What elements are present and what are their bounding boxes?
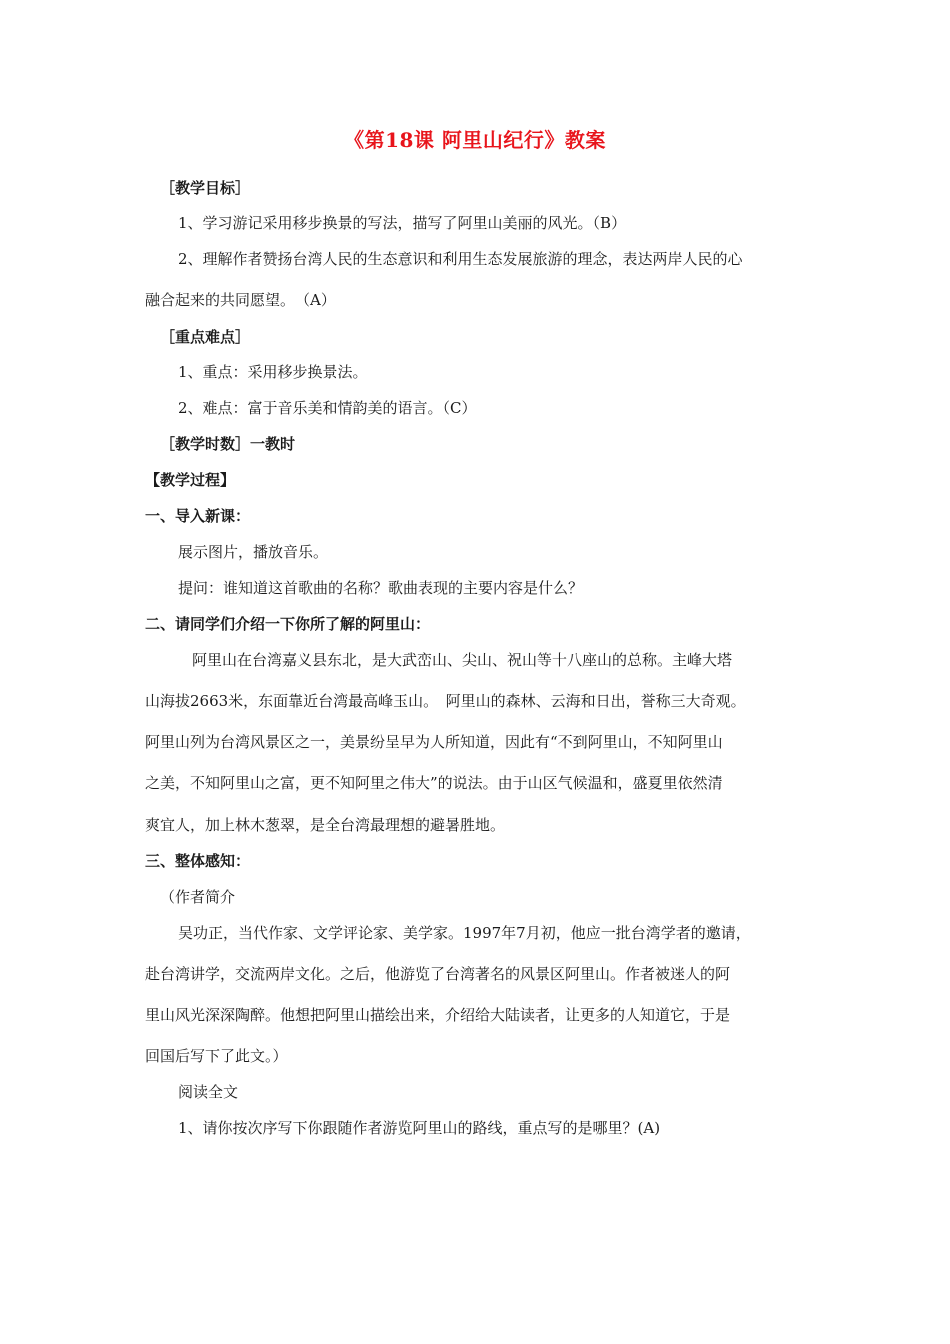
section-3-heading: 三、整体感知：	[145, 852, 251, 870]
section-2-line-3: 阿里山列为台湾风景区之一，美景纷呈早为人所知道，因此有“不到阿里山，不知阿里山	[145, 733, 723, 751]
section-3-line-1: 吴功正，当代作家、文学评论家、美学家。1997年7月初，他应一批台湾学者的邀请，	[178, 924, 751, 942]
key-point-2: 2、难点：富于音乐美和情韵美的语言。（C）	[178, 399, 477, 417]
goal-2-line-1: 2、理解作者赞扬台湾人民的生态意识和利用生态发展旅游的理念，表达两岸人民的心	[178, 250, 743, 268]
section-2-line-1: 阿里山在台湾嘉义县东北，是大武峦山、尖山、祝山等十八座山的总称。主峰大塔	[192, 651, 733, 669]
key-point-1: 1、重点：采用移步换景法。	[178, 363, 368, 381]
section-3-read: 阅读全文	[178, 1083, 239, 1101]
process-heading: 【教学过程】	[145, 471, 236, 489]
section-3-intro: （作者简介	[160, 888, 236, 906]
section-1-para-2: 提问：谁知道这首歌曲的名称？歌曲表现的主要内容是什么？	[178, 579, 584, 597]
section-2-line-2: 山海拔2663米，东面靠近台湾最高峰玉山。 阿里山的森林、云海和日出，誉称三大奇观。	[145, 692, 746, 710]
goals-heading: ［教学目标］	[160, 179, 251, 197]
page-title: 《第18课 阿里山纪行》教案	[344, 128, 606, 152]
key-heading: ［重点难点］	[160, 328, 251, 346]
section-3-line-3: 里山风光深深陶醉。他想把阿里山描绘出来，介绍给大陆读者，让更多的人知道它，于是	[145, 1006, 731, 1024]
section-2-line-4: 之美，不知阿里山之富，更不知阿里之伟大”的说法。由于山区气候温和，盛夏里依然清	[145, 774, 723, 792]
goal-2-line-2: 融合起来的共同愿望。 （A）	[145, 291, 336, 309]
section-3-question-1: 1、请你按次序写下你跟随作者游览阿里山的路线，重点写的是哪里？(A)	[178, 1119, 661, 1137]
section-1-para-1: 展示图片，播放音乐。	[178, 543, 329, 561]
teaching-hours: ［教学时数］一教时	[160, 435, 296, 453]
section-2-line-5: 爽宜人，加上林木葱翠，是全台湾最理想的避暑胜地。	[145, 816, 506, 834]
section-1-heading: 一、导入新课：	[145, 507, 251, 525]
goal-1: 1、学习游记采用移步换景的写法，描写了阿里山美丽的风光。（B）	[178, 214, 627, 232]
section-3-line-4: 回国后写下了此文。）	[145, 1047, 288, 1065]
section-3-line-2: 赴台湾讲学，交流两岸文化。之后，他游览了台湾著名的风景区阿里山。作者被迷人的阿	[145, 965, 731, 983]
section-2-heading: 二、请同学们介绍一下你所了解的阿里山：	[145, 615, 431, 633]
